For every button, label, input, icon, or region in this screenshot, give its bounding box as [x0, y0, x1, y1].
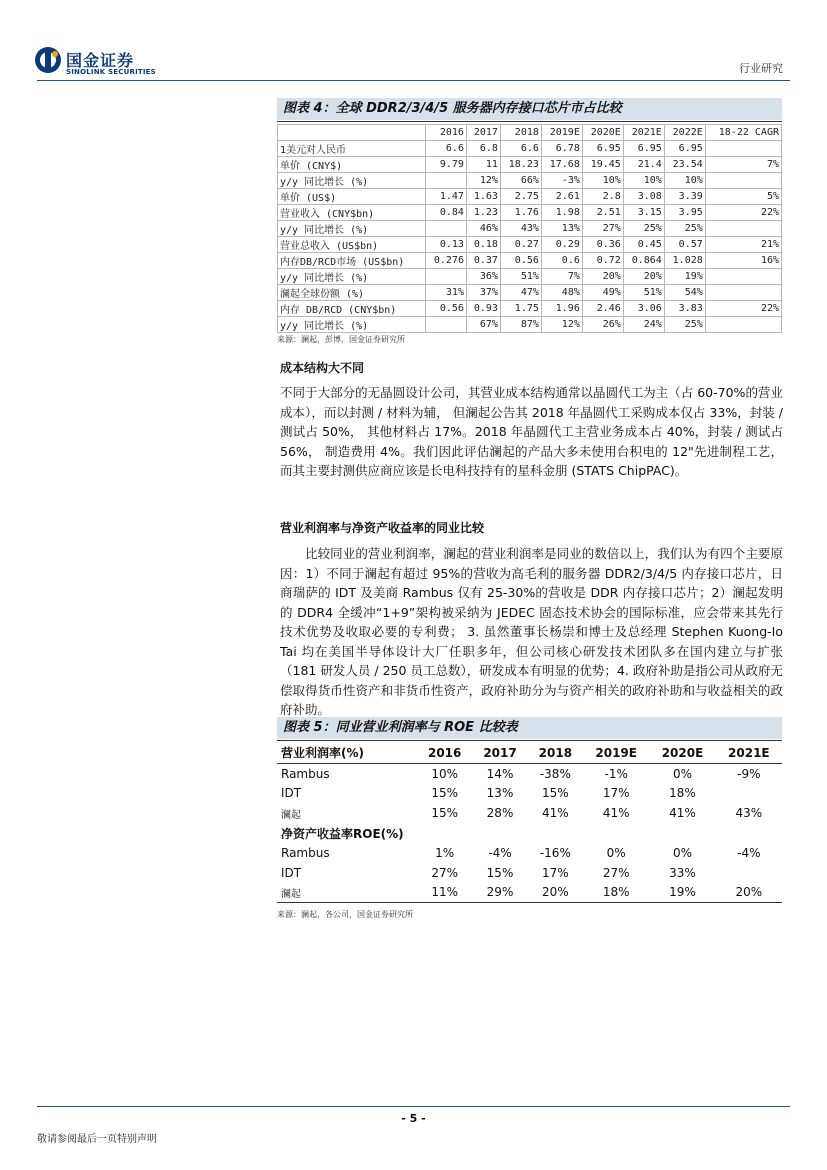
figure5-empty-cell [417, 823, 472, 843]
figure4-title-rule [277, 121, 782, 122]
figure4-cell: 0.13 [426, 236, 467, 252]
figure5-cell: 19% [669, 885, 696, 900]
figure4-table-row [278, 156, 782, 172]
figure4-cell: 6.95 [623, 140, 664, 156]
figure4-row-label: 单价 (US$) [278, 188, 426, 204]
figure4-cell: 1.96 [541, 300, 582, 316]
figure4-cell: 21.4 [623, 156, 664, 172]
figure4-col-header: 18-22 CAGR [705, 125, 781, 141]
figure5-bottom-rule [277, 902, 782, 903]
figure5-cell: 27% [602, 865, 630, 880]
figure5-cell: 15% [431, 786, 458, 801]
figure4-cell: 6.6 [426, 140, 467, 156]
figure4-cell: 0.84 [426, 204, 467, 220]
figure4-cell: 20% [623, 268, 664, 284]
figure4-cell: 24% [623, 316, 664, 332]
section-heading-cost-structure: 成本结构大不同 [280, 361, 365, 375]
figure5-cell: 2019E [583, 743, 649, 763]
figure4-cell: 7% [541, 268, 582, 284]
figure4-header-row [278, 125, 782, 141]
figure4-row-label: y/y 同比增长 (%) [278, 220, 426, 236]
figure4-cell: 5% [705, 188, 781, 204]
figure4-row-label: 1美元对人民币 [278, 140, 426, 156]
figure4-row-label: y/y 同比增长 (%) [278, 172, 426, 188]
figure4-cell: 3.15 [623, 204, 664, 220]
figure4-cell [705, 316, 781, 332]
figure5-cell: 33% [669, 865, 696, 880]
figure4-table-row [278, 316, 782, 332]
figure4-cell: 0.29 [541, 236, 582, 252]
figure4-table-row [278, 268, 782, 284]
figure5-cell: 13% [486, 786, 514, 801]
figure4-cell [426, 268, 467, 284]
figure4-cell: 49% [582, 284, 623, 300]
figure4-cell [705, 140, 781, 156]
figure5-cell: 15% [431, 806, 458, 821]
figure5-cell: 15% [486, 865, 514, 880]
figure4-cell: 0.36 [582, 236, 623, 252]
figure4-table-row [278, 252, 782, 268]
figure4-cell: 22% [705, 204, 781, 220]
figure4-cell: 0.93 [466, 300, 500, 316]
figure5-cell: 28% [486, 806, 514, 821]
figure4-table-row [278, 188, 782, 204]
figure4-cell [705, 284, 781, 300]
figure4-cell: 48% [541, 284, 582, 300]
figure4-row-label: 内存DB/RCD市场 (US$bn) [278, 252, 426, 268]
footer-divider [37, 1106, 790, 1107]
figure5-cell: 20% [542, 885, 569, 900]
figure5-cell: 0% [606, 845, 626, 860]
figure5-cell: 17% [542, 865, 569, 880]
figure4-col-header: 2017 [466, 125, 500, 141]
figure5-cell: 2018 [528, 743, 583, 763]
figure4-cell: 0.864 [623, 252, 664, 268]
figure4-col-header: 2022E [664, 125, 705, 141]
figure4-cell: 6.95 [582, 140, 623, 156]
figure4-cell: 27% [582, 220, 623, 236]
figure4-cell: 36% [466, 268, 500, 284]
figure5-cell: 15% [542, 786, 569, 801]
figure4-cell: 0.56 [426, 300, 467, 316]
figure5-cell: 0% [672, 845, 693, 860]
figure4-cell: 1.98 [541, 204, 582, 220]
report-category: 行业研究 [739, 62, 783, 75]
figure4-cell: 18.23 [500, 156, 541, 172]
figure4-source: 来源：澜起，彭博，国金证券研究所 [277, 335, 405, 344]
figure5-table-row [277, 843, 782, 863]
sinolink-logo-icon [34, 46, 62, 74]
figure4-cell: 0.37 [466, 252, 500, 268]
figure4-cell: 43% [500, 220, 541, 236]
figure4-cell: 2.46 [582, 300, 623, 316]
figure5-header-row [277, 743, 782, 763]
figure4-cell: 0.27 [500, 236, 541, 252]
figure4-cell: 87% [500, 316, 541, 332]
figure5-cell: 18% [669, 786, 696, 801]
figure5-cell: 2021E [716, 743, 782, 763]
figure4-cell: 9.79 [426, 156, 467, 172]
figure4-table-row [278, 204, 782, 220]
figure5-empty-cell [649, 823, 715, 843]
figure4-cell: 46% [466, 220, 500, 236]
figure5-cell: -16% [539, 845, 571, 860]
figure4-table-row [278, 220, 782, 236]
figure5-cell: 2016 [417, 743, 472, 763]
figure4-cell: 25% [664, 316, 705, 332]
figure4-cell: 54% [664, 284, 705, 300]
figure4-cell: 25% [623, 220, 664, 236]
figure4-cell: 3.08 [623, 188, 664, 204]
figure5-cell: -9% [737, 766, 761, 781]
figure5-empty-cell [716, 823, 782, 843]
figure4-cell: 17.68 [541, 156, 582, 172]
figure5-source: 来源：澜起，各公司，国金证券研究所 [277, 910, 413, 919]
figure4-cell: 1.028 [664, 252, 705, 268]
figure5-row-label: 澜起 [281, 888, 301, 900]
figure5-cell: -4% [737, 845, 761, 860]
figure4-cell [705, 172, 781, 188]
figure5-empty-cell [583, 823, 649, 843]
figure4-cell: 67% [466, 316, 500, 332]
figure4-table-row [278, 300, 782, 316]
figure5-title-rule [277, 740, 782, 741]
figure5-row-label: Rambus [281, 845, 330, 860]
figure4-cell: 19% [664, 268, 705, 284]
figure4-cell: 1.63 [466, 188, 500, 204]
figure5-cell: -4% [488, 845, 512, 860]
figure4-cell: 0.276 [426, 252, 467, 268]
figure4-table-row [278, 236, 782, 252]
figure5-cell: -1% [604, 766, 628, 781]
figure4-cell: 25% [664, 220, 705, 236]
figure4-col-header: 2016 [426, 125, 467, 141]
figure4-cell: 47% [500, 284, 541, 300]
figure4-cell [705, 220, 781, 236]
figure5-cell: 27% [431, 865, 458, 880]
figure4-cell: 6.6 [500, 140, 541, 156]
figure4-cell: 31% [426, 284, 467, 300]
cost-structure-paragraph: 不同于大部分的无晶圆设计公司，其营业成本结构通常以晶圆代工为主（占 60-70%的营业成本），而以封测 / 材料为辅， 但澜起公告其 2018 年晶圆代工采购成本仅占 33%，封装 / 测试占 50%， 其他材料占 17%。2018 年晶圆代工主营业务成本占 40%，封装 / 测试占 56%， 制造费用 4%。我们因此评估澜起的产品大多未使用台积电的 12"先进制程工艺，而其主要封测供应商应该是长电科技持有的星科金朋 (STATS ChipPAC)。 [280, 385, 783, 478]
figure5-roe-subheader-row [277, 823, 782, 843]
figure4-cell: 1.47 [426, 188, 467, 204]
section-heading-peer-comparison: 营业利润率与净资产收益率的同业比较 [280, 521, 485, 535]
figure4-cell: 10% [623, 172, 664, 188]
figure5-table-row [277, 784, 782, 804]
peer-comparison-paragraph: 比较同业的营业利润率，澜起的营业利润率是同业的数倍以上，我们认为有四个主要原因：1）不同于澜起有超过 95%的营收为高毛利的服务器 DDR2/3/4/5 内存接口芯片，日商瑞萨的 IDT 及美商 Rambus 仅有 25-30%的营收是 DDR 内存接口芯片；2）澜起发明的 DDR4 全缓冲“1+9”架构被采纳为 JEDEC 固态技术协会的国际标准，应会带来其先行技术优势及收取必要的专利费； 3. 虽然董事长杨崇和博士及总经理 Stephen Kuong-Io Tai 均在美国半导体设计大厂任职多年，但公司核心研发技术团队多在国内建立与扩张（181 研发人员 / 250 员工总数），研发成本有明显的优势；4. 政府补助是指公司从政府无偿取得货币性资产和非货币性资产，政府补助分为与资产相关的政府补助和与收益相关的政府补助。 [280, 546, 783, 717]
figure5-table [277, 743, 782, 902]
figure4-cell: 0.57 [664, 236, 705, 252]
figure4-cell: 0.56 [500, 252, 541, 268]
figure4-cell: 11 [466, 156, 500, 172]
header-divider [37, 80, 790, 81]
figure4-cell: 6.95 [664, 140, 705, 156]
figure5-cell: 41% [669, 806, 696, 821]
figure4-table-row [278, 140, 782, 156]
figure4-cell: 6.8 [466, 140, 500, 156]
figure4-cell: 19.45 [582, 156, 623, 172]
figure4-cell: 1.76 [500, 204, 541, 220]
figure4-cell: 22% [705, 300, 781, 316]
figure4-cell: 6.78 [541, 140, 582, 156]
figure4-cell: 26% [582, 316, 623, 332]
figure4-cell: 51% [500, 268, 541, 284]
figure4-col-header [278, 125, 426, 141]
figure4-cell: 66% [500, 172, 541, 188]
figure4-col-header: 2018 [500, 125, 541, 141]
figure5-cell: 14% [486, 766, 514, 781]
figure5-cell: 10% [431, 766, 458, 781]
figure5-cell: 2020E [649, 743, 715, 763]
figure5-cell: -38% [539, 766, 571, 781]
figure5-table-row [277, 883, 782, 903]
figure4-cell: 3.39 [664, 188, 705, 204]
figure4-cell: 3.06 [623, 300, 664, 316]
figure5-table-row [277, 863, 782, 883]
figure5-title: 图表 5：同业营业利润率与 ROE 比较表 [277, 717, 782, 739]
figure4-cell: 0.6 [541, 252, 582, 268]
figure5-cell: 20% [735, 885, 763, 900]
figure4-cell: -3% [541, 172, 582, 188]
figure4-cell: 12% [466, 172, 500, 188]
figure4-col-header: 2021E [623, 125, 664, 141]
figure5-row-label: 澜起 [281, 809, 301, 821]
figure4-row-label: y/y 同比增长 (%) [278, 316, 426, 332]
figure4-cell: 20% [582, 268, 623, 284]
figure5-row-label: IDT [281, 865, 302, 880]
figure5-cell: 11% [431, 885, 458, 900]
figure4-table-row [278, 172, 782, 188]
figure5-cell: 18% [602, 885, 630, 900]
figure5-empty-cell [472, 823, 527, 843]
figure5-cell: 29% [486, 885, 514, 900]
figure4-cell: 23.54 [664, 156, 705, 172]
figure4-cell: 0.45 [623, 236, 664, 252]
figure4-cell: 16% [705, 252, 781, 268]
figure5-row-label: 营业利润率(%) [277, 743, 417, 763]
figure5-cell: 43% [735, 806, 763, 821]
figure4-cell: 12% [541, 316, 582, 332]
figure5-cell: 1% [435, 845, 455, 860]
figure4-cell [426, 316, 467, 332]
figure5-empty-cell [528, 823, 583, 843]
figure4-row-label: 澜起全球份额 (%) [278, 284, 426, 300]
disclaimer-note: 敬请参阅最后一页特别声明 [37, 1134, 157, 1145]
figure4-cell [426, 172, 467, 188]
figure4-cell [426, 220, 467, 236]
figure4-cell: 2.8 [582, 188, 623, 204]
figure5-cell [716, 784, 782, 804]
figure4-cell: 3.95 [664, 204, 705, 220]
figure5-roe-label: 净资产收益率ROE(%) [281, 826, 404, 841]
figure5-row-label: IDT [281, 786, 302, 801]
page-number: - 5 - [401, 1112, 426, 1125]
figure4-row-label: 营业收入 (CNY$bn) [278, 204, 426, 220]
figure4-cell: 37% [466, 284, 500, 300]
figure4-cell: 21% [705, 236, 781, 252]
figure5-table-row [277, 763, 782, 783]
figure5-cell: 17% [602, 786, 630, 801]
figure4-col-header: 2020E [582, 125, 623, 141]
figure4-cell: 2.51 [582, 204, 623, 220]
figure4-cell: 2.61 [541, 188, 582, 204]
figure4-row-label: 单价 (CNY$) [278, 156, 426, 172]
figure4-title: 图表 4：全球 DDR2/3/4/5 服务器内存接口芯片市占比较 [277, 98, 782, 120]
figure4-cell: 13% [541, 220, 582, 236]
logo-text-cn: 国金证券 [66, 51, 135, 70]
figure5-cell: 2017 [472, 743, 527, 763]
figure5-cell: 0% [672, 766, 693, 781]
figure4-cell: 10% [664, 172, 705, 188]
figure4-table-row [278, 284, 782, 300]
figure5-cell: 41% [542, 806, 569, 821]
figure4-cell: 1.75 [500, 300, 541, 316]
figure4-table [277, 124, 782, 333]
figure5-cell [716, 863, 782, 883]
figure4-cell: 3.83 [664, 300, 705, 316]
figure4-row-label: y/y 同比增长 (%) [278, 268, 426, 284]
figure4-cell: 7% [705, 156, 781, 172]
figure4-cell [705, 268, 781, 284]
figure4-row-label: 营业总收入 (US$bn) [278, 236, 426, 252]
figure4-row-label: 内存 DB/RCD (CNY$bn) [278, 300, 426, 316]
logo-text-en: SINOLINK SECURITIES [66, 68, 156, 76]
figure5-table-row [277, 803, 782, 823]
figure4-cell: 2.75 [500, 188, 541, 204]
figure4-cell: 51% [623, 284, 664, 300]
figure5-row-label: Rambus [281, 766, 330, 781]
figure4-cell: 10% [582, 172, 623, 188]
figure5-cell: 41% [602, 806, 630, 821]
figure4-col-header: 2019E [541, 125, 582, 141]
figure4-cell: 1.23 [466, 204, 500, 220]
figure4-cell: 0.72 [582, 252, 623, 268]
figure4-cell: 0.18 [466, 236, 500, 252]
